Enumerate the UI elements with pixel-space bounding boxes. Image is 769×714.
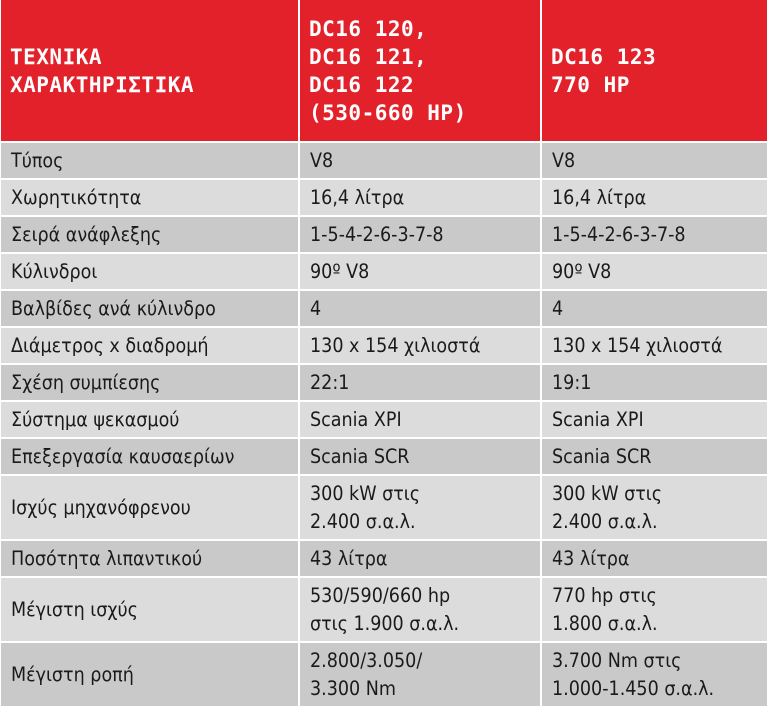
spec-value-engine-a <box>299 438 541 475</box>
spec-value-line: στις 1.900 σ.α.λ. <box>310 611 460 635</box>
spec-label: Σχέση συμπίεσης <box>1 364 299 401</box>
spec-value-line: Scania XPI <box>552 407 644 431</box>
spec-value-line: 43 λίτρα <box>552 546 630 570</box>
table-row <box>1 364 767 401</box>
spec-value-line: 2.400 σ.α.λ. <box>552 509 658 533</box>
spec-label: Σειρά ανάφλεξης <box>1 216 299 253</box>
spec-label: Ποσότητα λιπαντικού <box>1 540 299 577</box>
table-row <box>1 438 767 475</box>
table-row <box>1 401 767 438</box>
spec-value-engine-b <box>541 475 767 540</box>
specs-table <box>1 0 767 706</box>
spec-label: Κύλινδροι <box>1 253 299 290</box>
spec-value-engine-a <box>299 540 541 577</box>
spec-value-engine-b <box>541 401 767 438</box>
header-engine-a-line: DC16 120, <box>309 16 428 41</box>
spec-value-engine-b <box>541 577 767 642</box>
header-engine-b-line: 770 HP <box>551 72 630 97</box>
spec-value-engine-b <box>541 364 767 401</box>
spec-value-line: 16,4 λίτρα <box>552 185 647 209</box>
spec-value-engine-b <box>541 253 767 290</box>
table-row <box>1 290 767 327</box>
spec-value-engine-a <box>299 179 541 216</box>
spec-value-line: 1-5-4-2-6-3-7-8 <box>552 222 686 246</box>
spec-value-engine-b <box>541 438 767 475</box>
spec-value-engine-b <box>541 142 767 179</box>
spec-value-line: 130 x 154 χιλιοστά <box>552 333 723 357</box>
spec-rows <box>1 142 767 706</box>
spec-label: Επεξεργασία καυσαερίων <box>1 438 299 475</box>
spec-value-line: 90º V8 <box>310 259 370 283</box>
spec-value-line: Scania SCR <box>552 444 652 468</box>
table-row <box>1 642 767 706</box>
spec-value-line: 1-5-4-2-6-3-7-8 <box>310 222 444 246</box>
spec-value-line: 90º V8 <box>552 259 612 283</box>
table-row <box>1 179 767 216</box>
spec-value-engine-a <box>299 364 541 401</box>
table-row <box>1 475 767 540</box>
spec-value-engine-b <box>541 540 767 577</box>
spec-value-engine-a <box>299 475 541 540</box>
spec-label: Τύπος <box>1 142 299 179</box>
spec-value-engine-b <box>541 216 767 253</box>
spec-label: Διάμετρος x διαδρομή <box>1 327 299 364</box>
spec-value-engine-a <box>299 253 541 290</box>
header-engine-b <box>541 0 767 142</box>
spec-value-line: V8 <box>552 148 576 172</box>
header-engine-b-line: DC16 123 <box>551 44 657 69</box>
header-engine-a <box>299 0 541 142</box>
spec-value-engine-a <box>299 642 541 706</box>
spec-value-line: 2.400 σ.α.λ. <box>310 509 416 533</box>
spec-label: Χωρητικότητα <box>1 179 299 216</box>
spec-value-engine-a <box>299 401 541 438</box>
spec-value-line: 19:1 <box>552 370 592 394</box>
header-row <box>1 0 767 142</box>
spec-value-line: 770 hp στις <box>552 583 657 607</box>
spec-value-line: V8 <box>310 148 334 172</box>
spec-value-line: 43 λίτρα <box>310 546 388 570</box>
spec-value-line: 22:1 <box>310 370 350 394</box>
table-row <box>1 327 767 364</box>
spec-value-engine-b <box>541 642 767 706</box>
header-label-line: ΧΑΡΑΚΤΗΡΙΣΤΙΚΑ <box>10 72 195 97</box>
spec-value-line: 300 kW στις <box>552 481 663 505</box>
spec-value-line: 4 <box>310 296 322 320</box>
spec-value-engine-b <box>541 327 767 364</box>
header-engine-a-line: (530-660 HP) <box>309 100 467 125</box>
spec-value-engine-b <box>541 179 767 216</box>
spec-value-engine-a <box>299 327 541 364</box>
spec-value-line: 300 kW στις <box>310 481 421 505</box>
spec-value-line: 16,4 λίτρα <box>310 185 405 209</box>
table-row <box>1 253 767 290</box>
table-row <box>1 216 767 253</box>
table-row <box>1 142 767 179</box>
header-engine-a-line: DC16 122 <box>309 72 415 97</box>
spec-value-engine-a <box>299 142 541 179</box>
spec-value-line: 4 <box>552 296 564 320</box>
spec-value-line: 2.800/3.050/ <box>310 648 423 672</box>
header-label-line: ΤΕΧΝΙΚΑ <box>10 44 103 69</box>
spec-value-line: Scania XPI <box>310 407 402 431</box>
spec-label: Ισχύς μηχανόφρενου <box>1 475 299 540</box>
spec-value-line: 530/590/660 hp <box>310 583 451 607</box>
header-engine-a-line: DC16 121, <box>309 44 428 69</box>
spec-value-line: Scania SCR <box>310 444 410 468</box>
table-row <box>1 577 767 642</box>
table-row <box>1 540 767 577</box>
spec-label: Βαλβίδες ανά κύλινδρο <box>1 290 299 327</box>
spec-value-engine-a <box>299 577 541 642</box>
spec-value-line: 1.000-1.450 σ.α.λ. <box>552 676 715 700</box>
spec-value-engine-a <box>299 290 541 327</box>
spec-value-engine-a <box>299 216 541 253</box>
spec-value-line: 3.300 Nm <box>310 676 396 700</box>
spec-label: Μέγιστη ροπή <box>1 642 299 706</box>
spec-value-line: 3.700 Nm στις <box>552 648 682 672</box>
header-label <box>1 0 299 142</box>
spec-value-line: 130 x 154 χιλιοστά <box>310 333 481 357</box>
spec-label: Σύστημα ψεκασμού <box>1 401 299 438</box>
spec-label: Μέγιστη ισχύς <box>1 577 299 642</box>
spec-value-engine-b <box>541 290 767 327</box>
spec-value-line: 1.800 σ.α.λ. <box>552 611 658 635</box>
